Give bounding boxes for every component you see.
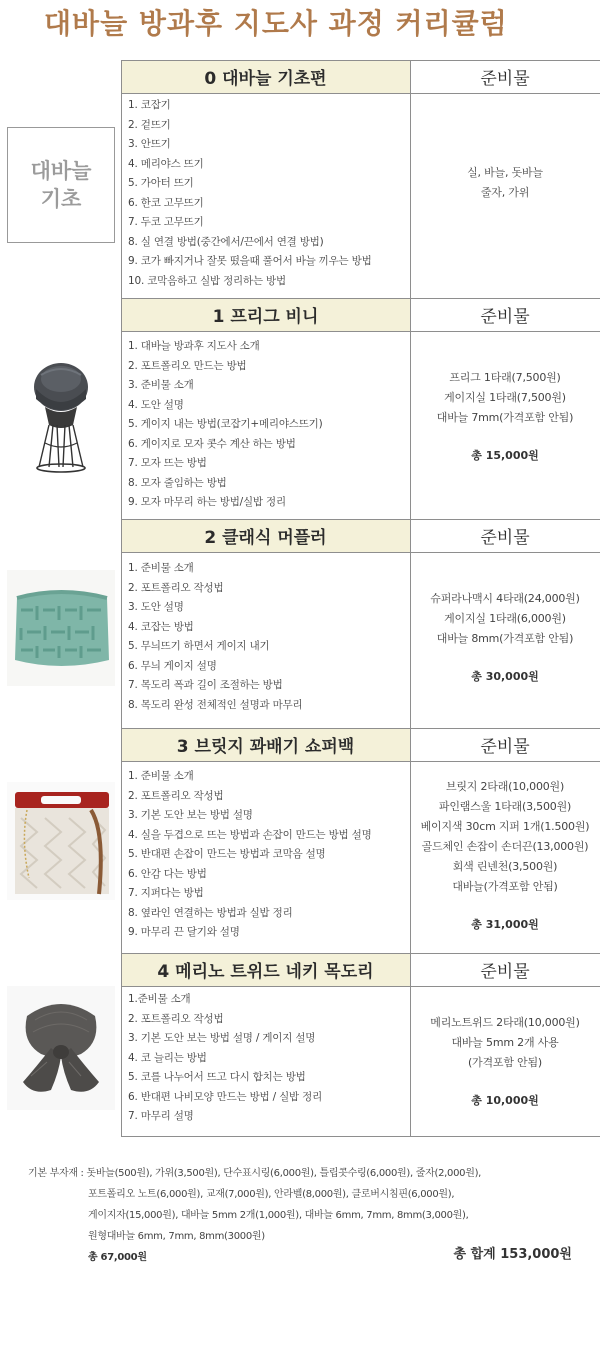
material-item: 메리노트위드 2타래(10,000원) [430,1016,580,1029]
list-item: 9. 마무리 끈 달기와 설명 [128,926,240,938]
list-item: 2. 겉뜨기 [128,118,171,131]
basic-label-box [7,127,115,243]
material-item: 대바늘(가격포함 안됨) [452,880,558,893]
section-3-items [128,767,408,943]
material-item: 슈퍼라나맥시 4타래(24,000원) [430,592,580,605]
list-item: 6. 안감 다는 방법 [128,867,207,880]
grid-line [410,60,411,1137]
section-3-total: 총 31,000원 [471,918,539,931]
list-item: 7. 마무리 설명 [128,1110,194,1122]
list-item: 8. 옆라인 연결하는 방법과 실밥 정리 [128,906,293,919]
material-item: 실, 바늘, 돗바늘 [467,166,543,179]
material-item: 줄자, 가위 [480,186,530,199]
section-4-title: 4 메리노 트위드 네키 목도리 [121,953,410,986]
section-0-items [128,96,408,291]
grid-line [121,986,600,987]
section-3-materials-header: 준비물 [480,737,530,757]
scarf-image [7,986,115,1110]
list-item: 4. 메리야스 뜨기 [128,157,204,170]
section-1-title: 1 프리그 비니 [121,298,410,331]
material-item: 베이지색 30cm 지퍼 1개(1.500원) [420,820,590,833]
material-item: 브릿지 2타래(10,000원) [445,780,565,793]
section-3-materials [412,777,598,935]
list-item: 6. 반대편 나비모양 만드는 방법 / 실밥 정리 [128,1090,323,1103]
list-item: 10. 코막음하고 실밥 정리하는 방법 [128,274,286,287]
list-item: 7. 두코 고무뜨기 [128,216,204,228]
material-item: 대바늘 8mm(가격포함 안됨) [436,632,574,645]
page-title: 대바늘 방과후 지도사 과정 커리큘럼 [44,7,508,40]
list-item: 5. 게이지 내는 방법(코잡기+메리야스뜨기) [128,418,323,430]
section-0-title: 0 대바늘 기초편 [121,60,410,93]
material-item: 골드체인 손잡이 손더끈(13,000원) [421,840,589,853]
list-item: 4. 실을 두겹으로 뜨는 방법과 손잡이 만드는 방법 설명 [128,828,372,841]
grid-line [121,953,600,954]
list-item: 7. 목도리 폭과 길이 조절하는 방법 [128,679,283,691]
grid-line [121,93,600,94]
list-item: 2. 포트폴리오 만드는 방법 [128,359,247,372]
section-1-total: 총 15,000원 [471,449,539,462]
material-item: 파인램스울 1타래(3,500원) [438,800,572,813]
list-item: 3. 기본 도안 보는 방법 설명 / 게이지 설명 [128,1032,316,1044]
grand-total: 총 합계 153,000원 [453,1247,572,1262]
list-item: 5. 반대편 손잡이 만드는 방법과 코막음 설명 [128,848,326,860]
footer-line: 기본 부자재 : 돗바늘(500원), 가위(3,500원), 단수표시링(6,000원), 틀립콧수링(6,000원), 줄자(2,000원), [28,1168,482,1179]
section-3-title: 3 브릿지 꽈배기 쇼퍼백 [121,728,410,761]
list-item: 6. 무늬 게이지 설명 [128,659,217,672]
material-item: 게이지실 1타래(7,500원) [444,391,566,404]
shopper-bag-image [7,782,115,900]
list-item: 2. 포트폴리오 작성법 [128,581,224,594]
grid-line [121,60,600,61]
list-item: 6. 한코 고무뜨기 [128,196,204,209]
list-item: 8. 모자 줄임하는 방법 [128,476,227,489]
list-item: 9. 코가 빠지거나 잘못 떴을때 풀어서 바늘 끼우는 방법 [128,255,372,267]
list-item: 4. 도안 설명 [128,398,184,411]
section-2-materials [412,589,598,687]
section-4-total: 총 10,000원 [471,1094,539,1107]
grid-line [121,60,122,1137]
list-item: 2. 포트폴리오 작성법 [128,789,224,802]
list-item: 3. 안뜨기 [128,138,171,150]
list-item: 5. 가아터 뜨기 [128,177,194,189]
footer-total: 총 67,000원 [88,1252,147,1263]
material-item: (가격포함 안됨) [467,1056,543,1069]
grid-line [121,728,600,729]
list-item: 4. 코 늘리는 방법 [128,1051,207,1064]
list-item: 1. 준비물 소개 [128,562,194,574]
list-item: 3. 기본 도안 보는 방법 설명 [128,809,253,821]
beanie-image [7,355,115,475]
list-item: 7. 모자 뜨는 방법 [128,457,207,469]
section-1-materials-header: 준비물 [480,307,530,327]
section-1-items [128,337,408,513]
grid-line [121,298,600,299]
list-item: 8. 목도리 완성 전체적인 설명과 마무리 [128,698,303,711]
list-item: 2. 포트폴리오 작성법 [128,1012,224,1025]
section-4-items [128,990,408,1127]
list-item: 3. 준비물 소개 [128,379,194,391]
section-4-materials [412,1013,598,1111]
list-item: 4. 코잡는 방법 [128,620,194,633]
material-item: 프리그 1타래(7,500원) [449,371,561,384]
grid-line [121,331,600,332]
list-item: 5. 코를 나누어서 뜨고 다시 합치는 방법 [128,1071,306,1083]
material-item: 대바늘 7mm(가격포함 안됨) [436,411,574,424]
muffler-image [7,570,115,686]
footer-line: 포트폴리오 노트(6,000원), 교재(7,000원), 안라벨(8,000원), 클로버시침핀(6,000원), [88,1189,455,1200]
material-item: 게이지실 1타래(6,000원) [444,612,566,625]
material-item: 대바늘 5mm 2개 사용 [451,1036,559,1049]
basic-label-line2: 기초 [40,187,82,211]
list-item: 5. 무늬뜨기 하면서 게이지 내기 [128,640,270,652]
grid-line [121,519,600,520]
list-item: 1.준비물 소개 [128,993,191,1005]
section-1-materials [412,368,598,466]
footer-line: 원형대바늘 6mm, 7mm, 8mm(3000원) [88,1231,265,1242]
basic-label-line1: 대바늘 [30,159,92,183]
list-item: 6. 게이지로 모자 콧수 계산 하는 방법 [128,437,296,450]
section-2-title: 2 클래식 머플러 [121,519,410,552]
list-item: 1. 코잡기 [128,99,171,111]
section-0-materials-header: 준비물 [480,69,530,89]
list-item: 8. 실 연결 방법(중간에서/끈에서 연결 방법) [128,235,324,248]
footer-line: 게이지자(15,000원), 대바늘 5mm 2개(1,000원), 대바늘 6mm, 7mm, 8mm(3,000원), [88,1210,469,1221]
list-item: 3. 도안 설명 [128,601,184,613]
section-2-items [128,559,408,715]
grid-line [121,552,600,553]
section-2-materials-header: 준비물 [480,528,530,548]
list-item: 9. 모자 마무리 하는 방법/실밥 정리 [128,496,286,508]
section-0-materials [412,163,598,203]
grid-line [121,761,600,762]
grid-line [121,1136,600,1137]
section-2-total: 총 30,000원 [471,670,539,683]
material-item: 회색 린넨천(3,500원) [452,860,558,873]
section-4-materials-header: 준비물 [480,962,530,982]
list-item: 7. 지퍼다는 방법 [128,887,204,899]
list-item: 1. 준비물 소개 [128,770,194,782]
list-item: 1. 대바늘 방과후 지도사 소개 [128,340,260,352]
